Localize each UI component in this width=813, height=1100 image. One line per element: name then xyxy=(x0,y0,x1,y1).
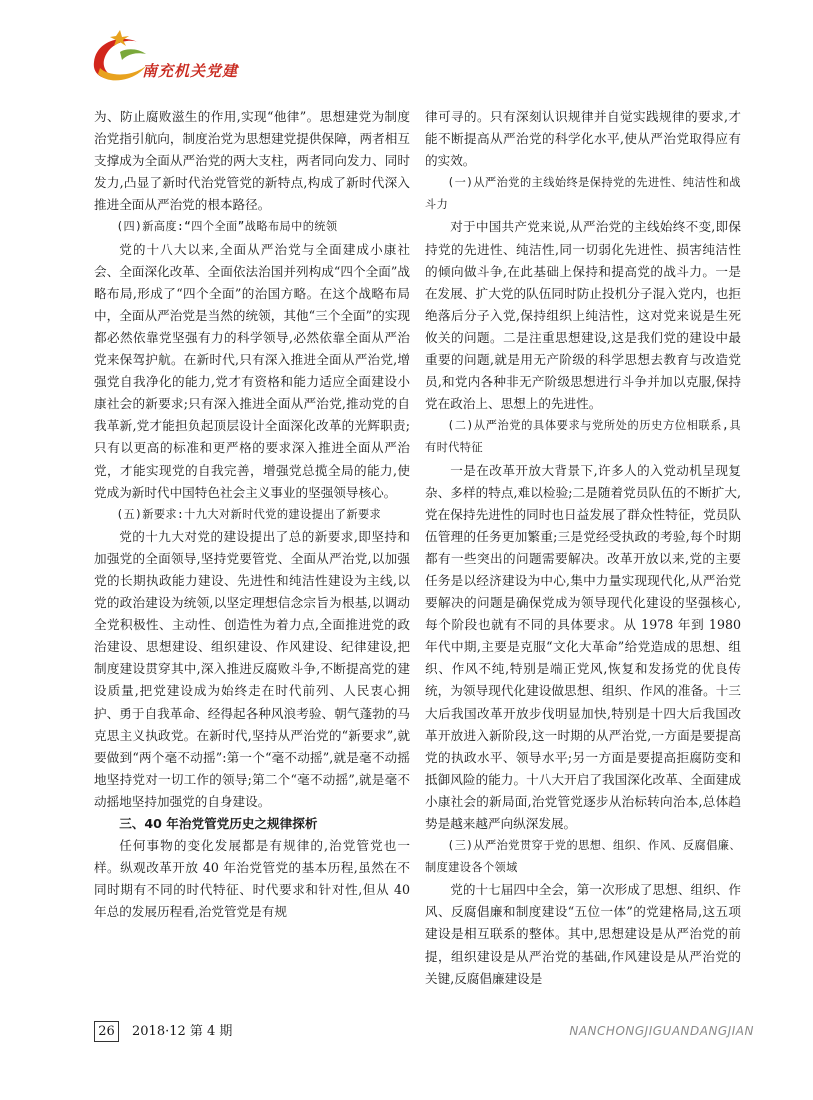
paragraph: 对于中国共产党来说,从严治党的主线始终不变,即保持党的先进性、纯洁性,同一切弱化先进性、损害纯洁性的倾向做斗争,在此基础上保持和提高党的战斗力。一是在发展、扩大党的队伍同时防止投机分子混入党内，也拒绝落后分子入党,保持组织上纯洁性，这对党来说是生死攸关的问题。二是注重思想建设,这是我们党的建设中最重要的问题,就是用无产阶级的科学思想去教育与改造党员,和党内各种非无产阶级思想进行斗争并加以克服,保持党在政治上、思想上的先进性。 xyxy=(425,219,741,412)
subheading: (二)从严治党的具体要求与党所处的历史方位相联系,具有时代特征 xyxy=(425,419,741,455)
page-number: 26 xyxy=(94,1021,119,1042)
site-name: NANCHONGJIGUANDANGJIAN xyxy=(569,1024,754,1038)
paragraph: 为、防止腐败滋生的作用,实现“他律”。思想建党为制度治党指引航向，制度治党为思想建党提供保障，两者相互支撑成为全面从严治党的两大支柱，两者同向发力、同时发力,凸显了新时代治党管党的新特点,构成了新时代深入推进全面从严治党的根本路径。 xyxy=(94,109,410,213)
paragraph: 律可寻的。只有深刻认识规律并自觉实践规律的要求,才能不断提高从严治党的科学化水平,使从严治党取得应有的实效。 xyxy=(425,109,741,169)
subheading: (三)从严治党贯穿于党的思想、组织、作风、反腐倡廉、制度建设各个领域 xyxy=(425,839,741,875)
page-footer xyxy=(94,1021,754,1045)
section-heading: 三、40 年治党管党历史之规律探析 xyxy=(119,816,318,831)
brand-name: 南充机关党建 xyxy=(142,62,239,80)
brand-logo xyxy=(86,28,306,88)
paragraph: 任何事物的变化发展都是有规律的,治党管党也一样。纵观改革开放 40 年治党管党的基本历程,虽然在不同时期有不同的时代特征、时代要求和针对性,但从 40 年总的发展历程看,治党管党是有规 xyxy=(94,838,410,920)
left-column xyxy=(94,106,410,923)
paragraph: 党的十七届四中全会，第一次形成了思想、组织、作风、反腐倡廉和制度建设“五位一体”的党建格局,这五项建设是相互联系的整体。其中,思想建设是从严治党的前提，组织建设是从严治党的基础,作风建设是从严治党的关键,反腐倡廉建设是 xyxy=(425,882,741,986)
issue-label: 2018·12 第 4 期 xyxy=(132,1024,233,1039)
subheading: (四)新高度:“四个全面”战略布局中的统领 xyxy=(116,220,338,234)
subheading: (五)新要求:十九大对新时代党的建设提出了新要求 xyxy=(116,507,382,521)
paragraph: 党的十八大以来,全面从严治党与全面建成小康社会、全面深化改革、全面依法治国并列构成“四个全面”战略布局,形成了“四个全面”的治国方略。在这个战略布局中，全面从严治党是当然的统领，其他“三个全面”的实现都必然依靠党坚强有力的科学领导,必然依靠全面从严治党来保驾护航。在新时代,只有深入推进全面从严治党,增强党自我净化的能力,党才有资格和能力适应全面建设小康社会的新要求;只有深入推进全面从严治党,推动党的自我革新,党才能担负起顶层设计全面深化改革的光辉职责;只有以更高的标准和更严格的要求深入推进全面从严治党，才能实现党的自我完善，增强党总揽全局的能力,使党成为新时代中国特色社会主义事业的坚强领导核心。 xyxy=(94,241,410,500)
paragraph: 一是在改革开放大背景下,许多人的入党动机呈现复杂、多样的特点,难以检验;二是随着党员队伍的不断扩大,党在保持先进性的同时也日益发展了群众性特征，党员队伍管理的任务更加繁重;三是党经受执政的考验,每个时期都有一些突出的问题需要解决。改革开放以来,党的主要任务是以经济建设为中心,集中力量实现现代化,从严治党要解决的问题是确保党成为领导现代化建设的坚强核心,每个阶段也就有不同的具体要求。从 1978 年到 1980 年代中期,主要是克服“文化大革命”给党造成的思想、组织、作风不纯,特别是端正党风,恢复和发扬党的优良传统，为领导现代化建设做思想、组织、作风的准备。十三大后我国改革开放步伐明显加快,特别是十四大后我国改革开放进入新阶段,这一时期的从严治党,一方面是要提高党的执政水平、领导水平;另一方面是要提高拒腐防变和抵御风险的能力。十八大开启了我国深化改革、全面建成小康社会的新局面,治党管党逐步从治标转向治本,总体趋势是越来越严向纵深发展。 xyxy=(425,462,741,831)
paragraph: 党的十九大对党的建设提出了总的新要求,即坚持和加强党的全面领导,坚持党要管党、全面从严治党,以加强党的长期执政能力建设、先进性和纯洁性建设为主线,以党的政治建设为统领,以坚定理想信念宗旨为根基,以调动全党积极性、主动性、创造性为着力点,全面推进党的政治建设、思想建设、组织建设、作风建设、纪律建设,把制度建设贯穿其中,深入推进反腐败斗争,不断提高党的建设质量,把党建设成为始终走在时代前列、人民衷心拥护、勇于自我革命、经得起各种风浪考验、朝气蓬勃的马克思主义执政党。在新时代,坚持从严治党的“新要求”,就要做到“两个毫不动摇”:第一个“毫不动摇”,就是毫不动摇地坚持党对一切工作的领导;第二个“毫不动摇”,就是毫不动摇地坚持加强党的自身建设。 xyxy=(94,528,410,809)
right-column xyxy=(425,106,741,990)
subheading: (一)从严治党的主线始终是保持党的先进性、纯洁性和战斗力 xyxy=(425,176,741,212)
